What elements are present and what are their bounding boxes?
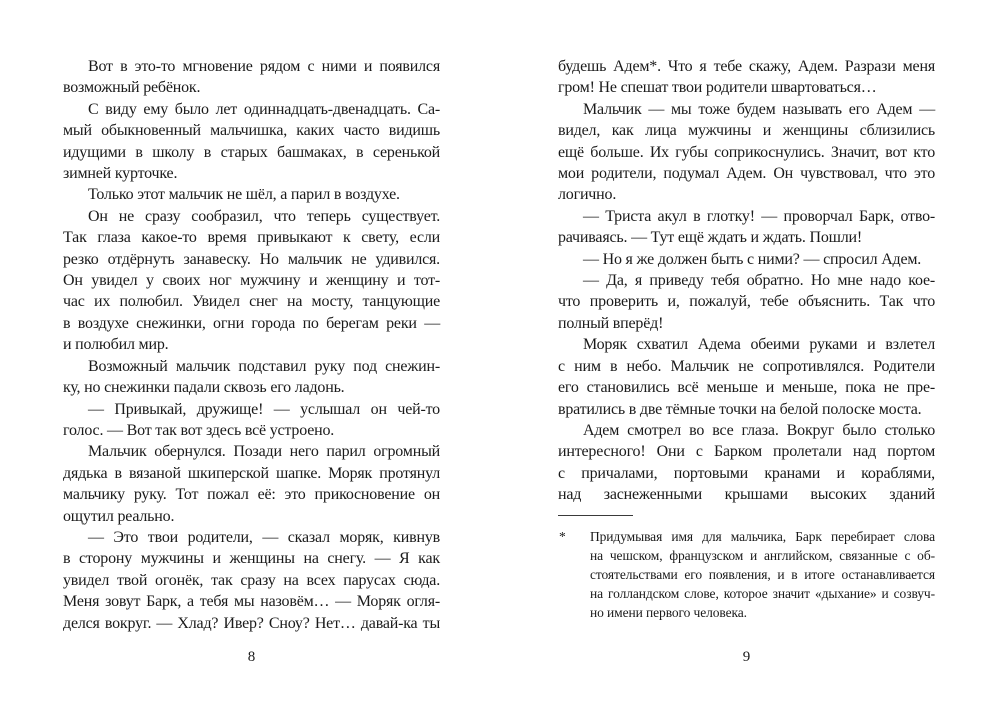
paragraph [558,206,935,249]
text-line: будешь Адем*. Что я тебе скажу, Адем. Разрази меня [558,58,935,75]
text-line: возможный ребёнок. [63,79,201,97]
text-line: — Но я же должен быть с ними? — спросил Адем. [583,250,922,268]
text-line: и полюбил мир. [63,336,169,354]
left-page [63,56,440,676]
paragraph [63,206,440,356]
paragraph [558,249,935,270]
text-line: резко отдёрнуть занавеску. Но мальчик не удивился. [63,250,440,268]
paragraph [63,56,440,99]
text-line: — Привыкай, дружище! — услышал он чей-то [88,400,440,418]
text-line: час их полюбил. Увидел снег на мосту, танцующие [63,293,440,311]
paragraph [63,527,440,634]
text-line: в воздухе снежинки, огни города по берегам реки — [63,314,440,332]
text-line: Он не сразу сообразил, что теперь существует. [88,207,440,225]
text-line: — Триста акул в глотку! — проворчал Барк, отво- [583,207,935,225]
text-line: Моряк схватил Адема обеими руками и взлетел [583,336,935,354]
text-line: над заснеженными крышами высоких зданий [558,486,935,504]
paragraph [63,399,440,442]
text-line: в сторону мужчины и женщины на снегу. — Я как [63,550,440,568]
text-line: с ним в небо. Мальчик не сопротивлялся. Родители [558,357,935,375]
text-line: рачиваясь. — Тут ещё ждать и ждать. Пошли! [558,229,863,247]
paragraph [63,99,440,185]
text-line: идущими в школу в старых башмаках, в серенькой [63,143,440,161]
text-line: его становились всё меньше и меньше, пока не пре- [558,379,935,397]
text-line: Придумывая имя для мальчика, Барк перебирает слова [590,528,935,544]
paragraph [63,184,440,205]
text-line: с причалами, портовыми кранами и кораблями, [558,464,935,482]
text-line: интересного! Они с Барком пролетали над портом [558,443,935,461]
text-line: логично. [558,186,617,204]
footnote-divider [558,515,633,516]
footnote-asterisk-marker: * [559,528,566,544]
text-line: Только этот мальчик не шёл, а парил в воздухе. [88,186,400,204]
text-line: стоятельствами его появления, и в итоге останавливается [590,566,935,582]
paragraph [558,270,935,334]
text-line: ку, но снежинки падали сквозь его ладонь. [63,379,345,397]
text-line: гром! Не спешат твои родители швартоваться… [558,79,877,97]
text-line: С виду ему было лет одиннадцать-двенадцать. Са- [88,100,440,118]
text-line: ощутил реально. [63,507,175,525]
footnote-text [558,527,935,622]
text-line: полный вперёд! [558,314,664,332]
left-page-number: 8 [247,649,256,665]
text-line: Меня зовут Барк, а тебя мы назовём… — Моряк огля- [63,593,440,611]
paragraph [63,441,440,527]
text-line: ещё больше. Их губы соприкоснулись. Значит, вот кто [558,143,935,161]
text-line: на чешском, французском и английском, связанные с об- [590,547,935,563]
right-page [558,56,935,676]
text-line: видел, как лица мужчины и женщины сблизились [558,122,935,140]
text-line: что проверить и, пожалуй, тебе объяснить. Так что [558,293,935,311]
text-line: мый обыкновенный мальчишка, каких часто видишь [63,122,440,140]
paragraph [558,99,935,206]
text-line: Так глаза какое-то время привыкают к свету, если [63,229,440,247]
text-line: зимней курточке. [63,165,178,183]
text-line: Возможный мальчик подставил руку под снежин- [88,357,440,375]
text-line: мальчику руку. Тот пожал её: это прикосновение он [63,486,440,504]
text-line: Он увидел у своих ног мужчину и женщину и тот- [63,272,440,290]
text-line: мои родители, подумал Адем. Он чувствовал, что это [558,165,935,183]
paragraph [558,420,935,506]
text-line: делся вокруг. — Хлад? Ивер? Сноу? Нет… давай-ка ты [63,614,440,632]
left-page-text [63,56,440,634]
text-line: Мальчик обернулся. Позади него парил огромный [88,443,440,461]
text-line: но имени первого человека. [590,604,747,620]
text-line: дядька в вязаной шкиперской шапке. Моряк протянул [63,464,440,482]
text-line: Мальчик — мы тоже будем называть его Адем — [583,100,935,118]
paragraph [558,56,935,99]
text-line: голос. — Вот так вот здесь всё устроено. [63,421,335,439]
text-line: вратились в две тёмные точки на белой полоске моста. [558,400,922,418]
text-line: увидел твой огонёк, так сразу на всех парусах сюда. [63,571,440,589]
paragraph [63,356,440,399]
text-line: на голландском слове, которое значит «дыхание» и созвуч- [590,585,935,601]
text-line: — Это твои родители, — сказал моряк, кивнув [88,528,440,546]
paragraph [558,334,935,420]
text-line: — Да, я приведу тебя обратно. Но мне надо кое- [583,272,935,290]
right-page-text [558,56,935,506]
text-line: Адем смотрел во все глаза. Вокруг было столько [583,421,935,439]
right-page-number: 9 [742,649,751,665]
text-line: Вот в это-то мгновение рядом с ними и появился [88,58,440,75]
footnote [558,515,935,622]
